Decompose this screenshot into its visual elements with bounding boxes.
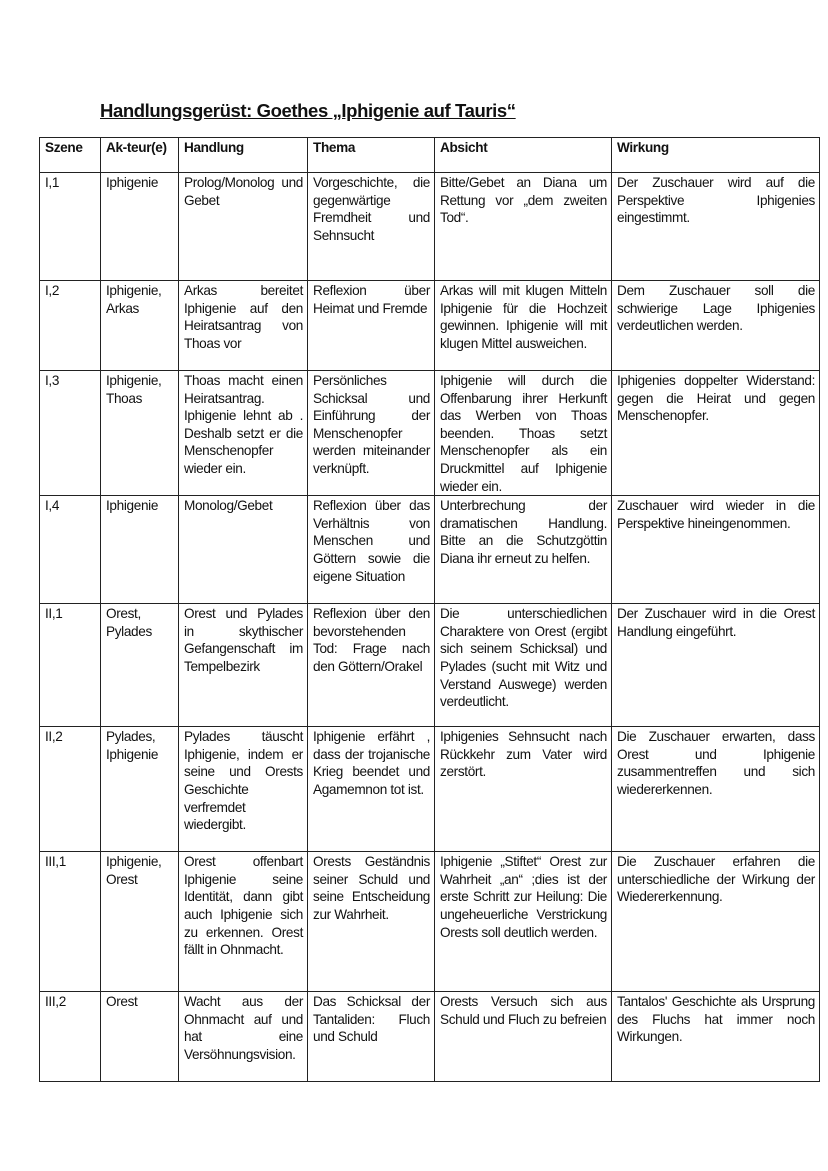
cell-wirkung: Die Zuschauer erfahren die unterschiedliche der Wirkung der Wiedererkennung.: [612, 852, 820, 992]
table-row: [40, 604, 820, 727]
cell-wirkung: Zuschauer wird wieder in die Perspektive hineingenommen.: [612, 496, 820, 604]
document-title: Handlungsgerüst: Goethes „Iphigenie auf Tauris“: [100, 100, 516, 121]
cell-thema: Reflexion über das Verhältnis von Menschen und Göttern sowie die eigene Situation: [308, 496, 435, 604]
cell-szene: I,1: [40, 173, 101, 281]
cell-akteure: Pylades, Iphigenie: [101, 727, 179, 852]
header-thema: Thema: [308, 138, 435, 173]
cell-akteure: Orest, Pylades: [101, 604, 179, 727]
table-row: [40, 727, 820, 852]
table-row: [40, 371, 820, 496]
table-row: [40, 496, 820, 604]
cell-szene: III,2: [40, 992, 101, 1082]
plot-structure-table: [39, 137, 820, 1082]
cell-wirkung: Dem Zuschauer soll die schwierige Lage Iphigenies verdeutlichen werden.: [612, 281, 820, 371]
cell-akteure: Iphigenie, Thoas: [101, 371, 179, 496]
table-header-row: [40, 138, 820, 173]
cell-thema: Reflexion über den bevorstehenden Tod: Frage nach den Göttern/Orakel: [308, 604, 435, 727]
header-wirkung: Wirkung: [612, 138, 820, 173]
cell-thema: Das Schicksal der Tantaliden: Fluch und Schuld: [308, 992, 435, 1082]
cell-absicht: Iphigenie „Stiftet“ Orest zur Wahrheit „an“ ;dies ist der erste Schritt zur Heilung: Die ungeheuerliche Verstrickung Orests soll deutlich werden.: [435, 852, 612, 992]
cell-szene: I,4: [40, 496, 101, 604]
cell-akteure: Orest: [101, 992, 179, 1082]
cell-szene: III,1: [40, 852, 101, 992]
cell-szene: II,2: [40, 727, 101, 852]
table-row: [40, 281, 820, 371]
cell-akteure: Iphigenie: [101, 496, 179, 604]
cell-handlung: Arkas bereitet Iphigenie auf den Heiratsantrag von Thoas vor: [179, 281, 308, 371]
cell-wirkung: Der Zuschauer wird in die Orest Handlung eingeführt.: [612, 604, 820, 727]
cell-absicht: Arkas will mit klugen Mitteln Iphigenie für die Hochzeit gewinnen. Iphigenie will mit klugen Mittel ausweichen.: [435, 281, 612, 371]
cell-handlung: Prolog/Monolog und Gebet: [179, 173, 308, 281]
cell-wirkung: Iphigenies doppelter Widerstand: gegen die Heirat und gegen Menschenopfer.: [612, 371, 820, 496]
cell-thema: Reflexion über Heimat und Fremde: [308, 281, 435, 371]
cell-absicht: Iphigenies Sehnsucht nach Rückkehr zum Vater wird zerstört.: [435, 727, 612, 852]
header-szene: Szene: [40, 138, 101, 173]
cell-handlung: Wacht aus der Ohnmacht auf und hat eine Versöhnungsvision.: [179, 992, 308, 1082]
cell-szene: I,2: [40, 281, 101, 371]
cell-absicht: Unterbrechung der dramatischen Handlung. Bitte an die Schutzgöttin Diana ihr erneut zu helfen.: [435, 496, 612, 604]
cell-thema: Persönliches Schicksal und Einführung der Menschenopfer werden miteinander verknüpft.: [308, 371, 435, 496]
cell-absicht: Orests Versuch sich aus Schuld und Fluch zu befreien: [435, 992, 612, 1082]
header-absicht: Absicht: [435, 138, 612, 173]
cell-akteure: Iphigenie, Orest: [101, 852, 179, 992]
cell-wirkung: Die Zuschauer erwarten, dass Orest und Iphigenie zusammentreffen und sich wiedererkennen.: [612, 727, 820, 852]
header-akteure: Ak-teur(e): [101, 138, 179, 173]
table-row: [40, 852, 820, 992]
cell-thema: Orests Geständnis seiner Schuld und seine Entscheidung zur Wahrheit.: [308, 852, 435, 992]
header-handlung: Handlung: [179, 138, 308, 173]
table-row: [40, 992, 820, 1082]
cell-handlung: Thoas macht einen Heiratsantrag. Iphigenie lehnt ab . Deshalb setzt er die Menschenopfer wieder ein.: [179, 371, 308, 496]
cell-thema: Vorgeschichte, die gegenwärtige Fremdheit und Sehnsucht: [308, 173, 435, 281]
cell-thema: Iphigenie erfährt , dass der trojanische Krieg beendet und Agamemnon tot ist.: [308, 727, 435, 852]
cell-handlung: Orest offenbart Iphigenie seine Identität, dann gibt auch Iphigenie sich zu erkennen. Orest fällt in Ohnmacht.: [179, 852, 308, 992]
cell-szene: II,1: [40, 604, 101, 727]
cell-szene: I,3: [40, 371, 101, 496]
cell-absicht: Iphigenie will durch die Offenbarung ihrer Herkunft das Werben von Thoas beenden. Thoas setzt Menschenopfer als ein Druckmittel auf Iphigenie wieder ein.: [435, 371, 612, 496]
cell-handlung: Monolog/Gebet: [179, 496, 308, 604]
cell-akteure: Iphigenie: [101, 173, 179, 281]
cell-wirkung: Tantalos' Geschichte als Ursprung des Fluchs hat immer noch Wirkungen.: [612, 992, 820, 1082]
cell-handlung: Orest und Pylades in skythischer Gefangenschaft im Tempelbezirk: [179, 604, 308, 727]
cell-absicht: Die unterschiedlichen Charaktere von Orest (ergibt sich seinem Schicksal) und Pylades (sucht mit Witz und Verstand Auswege) werden verdeutlicht.: [435, 604, 612, 727]
cell-akteure: Iphigenie, Arkas: [101, 281, 179, 371]
cell-wirkung: Der Zuschauer wird auf die Perspektive Iphigenies eingestimmt.: [612, 173, 820, 281]
cell-absicht: Bitte/Gebet an Diana um Rettung vor „dem zweiten Tod“.: [435, 173, 612, 281]
cell-handlung: Pylades täuscht Iphigenie, indem er seine und Orests Geschichte verfremdet wiedergibt.: [179, 727, 308, 852]
table-row: [40, 173, 820, 281]
